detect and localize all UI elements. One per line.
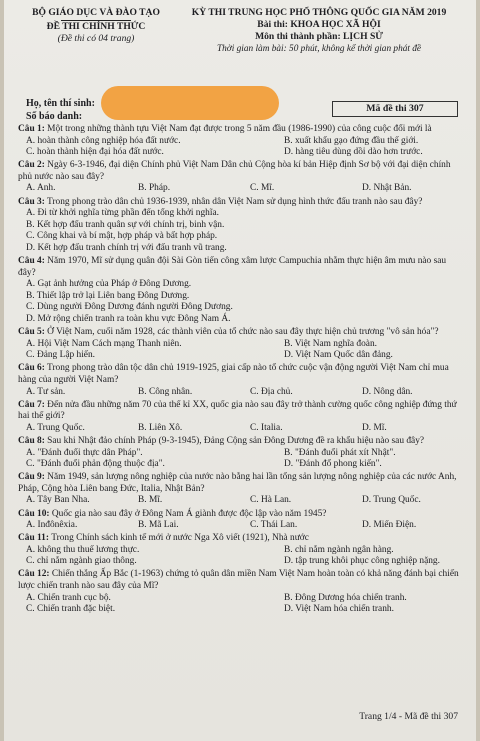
question-stem xyxy=(18,400,466,423)
answer-option: C. Công khai và bí mật, hợp pháp và bất hợp pháp. xyxy=(26,231,218,242)
answer-option: D. "Đánh đổ phong kiến". xyxy=(284,459,382,470)
question-5 xyxy=(18,327,466,362)
question-text: Chiến thắng Ấp Bắc (1-1963) chứng tỏ quân dân miền Nam Việt Nam hoàn toàn có khả năng đánh bại chiến lược chiến tranh nào sau đây của Mĩ? xyxy=(18,569,459,592)
question-number: Câu 9: xyxy=(18,472,45,483)
answer-option: B. chỉ nắm ngành ngân hàng. xyxy=(284,544,394,555)
answer-option: B. Liên Xô. xyxy=(138,422,183,433)
question-6 xyxy=(18,363,466,398)
answer-option: D. Nhật Bản. xyxy=(362,183,412,194)
page-footer: Trang 1/4 - Mã đề thi 307 xyxy=(359,711,458,722)
answer-option: D. Nông dân. xyxy=(362,386,413,397)
exam-paper xyxy=(4,0,476,741)
answer-option: B. Đông Dương hóa chiến tranh. xyxy=(284,592,407,603)
answer-option: B. Mã Lai. xyxy=(138,520,179,531)
question-number: Câu 2: xyxy=(18,160,45,171)
time-note: Thời gian làm bài: 50 phút, không kể thời gian phát đề xyxy=(216,44,422,54)
answer-row xyxy=(18,448,466,460)
question-number: Câu 1: xyxy=(18,124,45,134)
answer-option: A. Trung Quốc. xyxy=(26,422,85,433)
answer-option: C. Thái Lan. xyxy=(250,520,298,531)
answer-row xyxy=(18,520,466,532)
answer-option: C. "Đánh đuổi phản động thuộc địa". xyxy=(26,459,165,470)
answer-option: B. Công nhân. xyxy=(138,386,193,397)
question-text: Trong phong trào dân tộc dân chủ 1919-1925, giai cấp nào tổ chức cuộc vận động người Việt Nam chỉ mua hàng của người Việt Nam? xyxy=(18,363,449,385)
answer-option: D. Việt Nam Quốc dân đảng. xyxy=(284,350,393,361)
answer-option: B. Thiết lập trở lại Liên bang Đông Dương. xyxy=(26,290,190,301)
answer-option: C. Hà Lan. xyxy=(250,495,292,506)
question-2 xyxy=(18,160,466,195)
header-left xyxy=(26,7,166,45)
answer-row xyxy=(18,183,466,195)
answer-option: A. Inđônêxia. xyxy=(26,520,78,531)
question-12 xyxy=(18,569,466,615)
answer-option: D. Mở rộng chiến tranh ra toàn khu vực Đông Nam Á. xyxy=(26,314,231,324)
answer-option: B. Mĩ. xyxy=(138,495,163,506)
answer-option: A. Anh. xyxy=(26,183,56,194)
answer-row xyxy=(18,350,466,362)
answer-option: A. Gạt ảnh hưởng của Pháp ở Đông Dương. xyxy=(26,279,192,290)
answer-option: C. Đảng Lập hiến. xyxy=(26,350,95,361)
answer-row xyxy=(18,147,466,159)
question-text: Trong phong trào dân chủ 1936-1939, nhân dân Việt Nam sử dụng hình thức đấu tranh nào sau đây? xyxy=(47,196,423,207)
question-stem xyxy=(18,327,466,339)
answer-option: D. Trung Quốc. xyxy=(362,495,421,506)
answer-option: A. Hội Việt Nam Cách mạng Thanh niên. xyxy=(26,338,182,349)
answer-option: D. hàng tiêu dùng dồi dào hơn trước. xyxy=(284,147,423,158)
question-stem xyxy=(18,160,466,183)
answer-row xyxy=(18,423,466,435)
candidate-id-row xyxy=(26,111,82,122)
question-number: Câu 6: xyxy=(18,363,45,374)
answer-row xyxy=(18,604,466,616)
candidate-id-label: Số báo danh: xyxy=(26,111,83,122)
question-number: Câu 3: xyxy=(18,196,45,207)
question-1 xyxy=(18,124,466,159)
ministry-name: BỘ GIÁO DỤC VÀ ĐÀO TẠO xyxy=(32,7,160,18)
answer-row xyxy=(18,136,466,148)
question-number: Câu 5: xyxy=(18,327,45,338)
question-number: Câu 10: xyxy=(18,508,50,519)
answer-row xyxy=(18,545,466,557)
answer-option: A. Tư sản. xyxy=(26,386,66,397)
question-stem xyxy=(18,472,466,495)
test-name: Bài thi: KHOA HỌC XÃ HỘI xyxy=(257,19,381,30)
question-3 xyxy=(18,197,466,255)
answer-option: C. Địa chủ. xyxy=(250,386,293,397)
answer-option: D. Việt Nam hóa chiến tranh. xyxy=(284,604,394,615)
answer-option: D. Mĩ. xyxy=(362,422,387,433)
header-right xyxy=(174,7,464,55)
question-text: Ở Việt Nam, cuối năm 1928, các thành viên của tổ chức nào sau đây thực hiện chủ trương "vô sản hóa"? xyxy=(47,327,439,338)
question-text: Đến nửa đầu những năm 70 của thế kỉ XX, quốc gia nào sau đây trở thành cường quốc công nghiệp đứng thứ hai thế giới? xyxy=(18,399,457,422)
question-list xyxy=(18,124,466,617)
redaction-mark xyxy=(101,86,279,120)
question-number: Câu 7: xyxy=(18,399,45,410)
answer-option: A. "Đánh đuổi thực dân Pháp". xyxy=(26,447,143,458)
answer-option: A. Đi từ khởi nghĩa từng phần đến tổng khởi nghĩa. xyxy=(26,208,219,219)
question-7 xyxy=(18,400,466,435)
candidate-name-label: Họ, tên thí sinh: xyxy=(26,98,95,109)
subject-name: Môn thi thành phần: LỊCH SỬ xyxy=(255,31,383,42)
pages-note: (Đề thi có 04 trang) xyxy=(57,33,135,44)
answer-row xyxy=(18,459,466,471)
question-number: Câu 11: xyxy=(18,533,49,544)
answer-option: C. Mĩ. xyxy=(250,183,275,194)
question-number: Câu 12: xyxy=(18,569,50,580)
question-10 xyxy=(18,509,466,532)
question-number: Câu 8: xyxy=(18,435,45,446)
exam-code-box: Mã đề thi 307 xyxy=(332,101,458,117)
question-stem xyxy=(18,256,466,279)
answer-row xyxy=(18,593,466,605)
question-stem xyxy=(18,509,466,521)
answer-option: D. Miến Điện. xyxy=(362,520,417,531)
answer-option: C. chỉ nắm ngành giao thông. xyxy=(26,556,137,567)
answer-option: A. Tây Ban Nha. xyxy=(26,495,90,506)
answer-option: C. Italia. xyxy=(250,422,283,433)
question-number: Câu 4: xyxy=(18,256,45,267)
answer-option: D. tập trung khôi phục công nghiệp nặng. xyxy=(284,556,440,567)
answer-option: A. Chiến tranh cục bộ. xyxy=(26,592,111,603)
answer-option: D. Kết hợp đấu tranh chính trị với đấu tranh vũ trang. xyxy=(26,242,227,253)
answer-option: B. Pháp. xyxy=(138,183,171,194)
question-text: Năm 1970, Mĩ sử dụng quân đội Sài Gòn tiến công xâm lược Campuchia nhằm thực hiện âm mưu nào sau đây? xyxy=(18,256,447,278)
answer-option: B. Kết hợp đấu tranh quân sự với chính trị, binh vận. xyxy=(26,219,225,230)
answer-option: C. Dùng người Đông Dương đánh người Đông Dương. xyxy=(26,302,233,313)
exam-type: ĐỀ THI CHÍNH THỨC xyxy=(46,21,146,32)
answer-option: B. xuất khẩu gạo đứng đầu thế giới. xyxy=(284,135,419,146)
question-text: Trong Chính sách kinh tế mới ở nước Nga Xô viết (1921), Nhà nước xyxy=(51,533,309,544)
question-11 xyxy=(18,533,466,568)
question-stem xyxy=(18,569,466,592)
question-text: Sau khi Nhật đảo chính Pháp (9-3-1945), Đảng Cộng sản Đông Dương đề ra khẩu hiệu nào sau đây? xyxy=(47,435,425,446)
answer-option: A. không thu thuế lương thực. xyxy=(26,544,140,555)
question-stem xyxy=(18,363,466,386)
exam-title: KỲ THI TRUNG HỌC PHỔ THÔNG QUỐC GIA NĂM 2019 xyxy=(191,7,447,18)
answer-row xyxy=(18,387,466,399)
question-8 xyxy=(18,436,466,471)
question-text: Một trong những thành tựu Việt Nam đạt được trong 5 năm đầu (1986-1990) của công cuộc đổi mới là xyxy=(47,124,432,134)
question-stem xyxy=(18,533,466,545)
answer-row xyxy=(18,339,466,351)
question-stem xyxy=(18,436,466,448)
answer-row xyxy=(18,556,466,568)
answer-row xyxy=(18,495,466,507)
question-stem xyxy=(18,197,466,209)
question-stem xyxy=(18,124,466,136)
answer-option: B. Việt Nam nghĩa đoàn. xyxy=(284,338,377,349)
question-9 xyxy=(18,472,466,507)
candidate-name-row xyxy=(26,98,95,109)
answer-option: A. hoàn thành công nghiệp hóa đất nước. xyxy=(26,135,181,146)
question-4 xyxy=(18,256,466,326)
question-text: Quốc gia nào sau đây ở Đông Nam Á giành được độc lập vào năm 1945? xyxy=(51,508,327,519)
answer-option: B. "Đánh đuổi phát xít Nhật". xyxy=(284,447,396,458)
answer-option: C. Chiến tranh đặc biệt. xyxy=(26,604,116,615)
question-text: Ngày 6-3-1946, đại diện Chính phủ Việt Nam Dân chủ Cộng hòa kí bản Hiệp định Sơ bộ với đại diện chính phủ nước nào sau đây? xyxy=(18,160,451,182)
answer-option: C. hoàn thành hiện đại hóa đất nước. xyxy=(26,147,164,158)
question-text: Năm 1949, sản lượng nông nghiệp của nước nào bằng hai lần tổng sản lượng nông nghiệp của các nước Anh, Pháp, Cộng hòa Liên bang Đức, Italia, Nhật Bản? xyxy=(18,472,457,494)
